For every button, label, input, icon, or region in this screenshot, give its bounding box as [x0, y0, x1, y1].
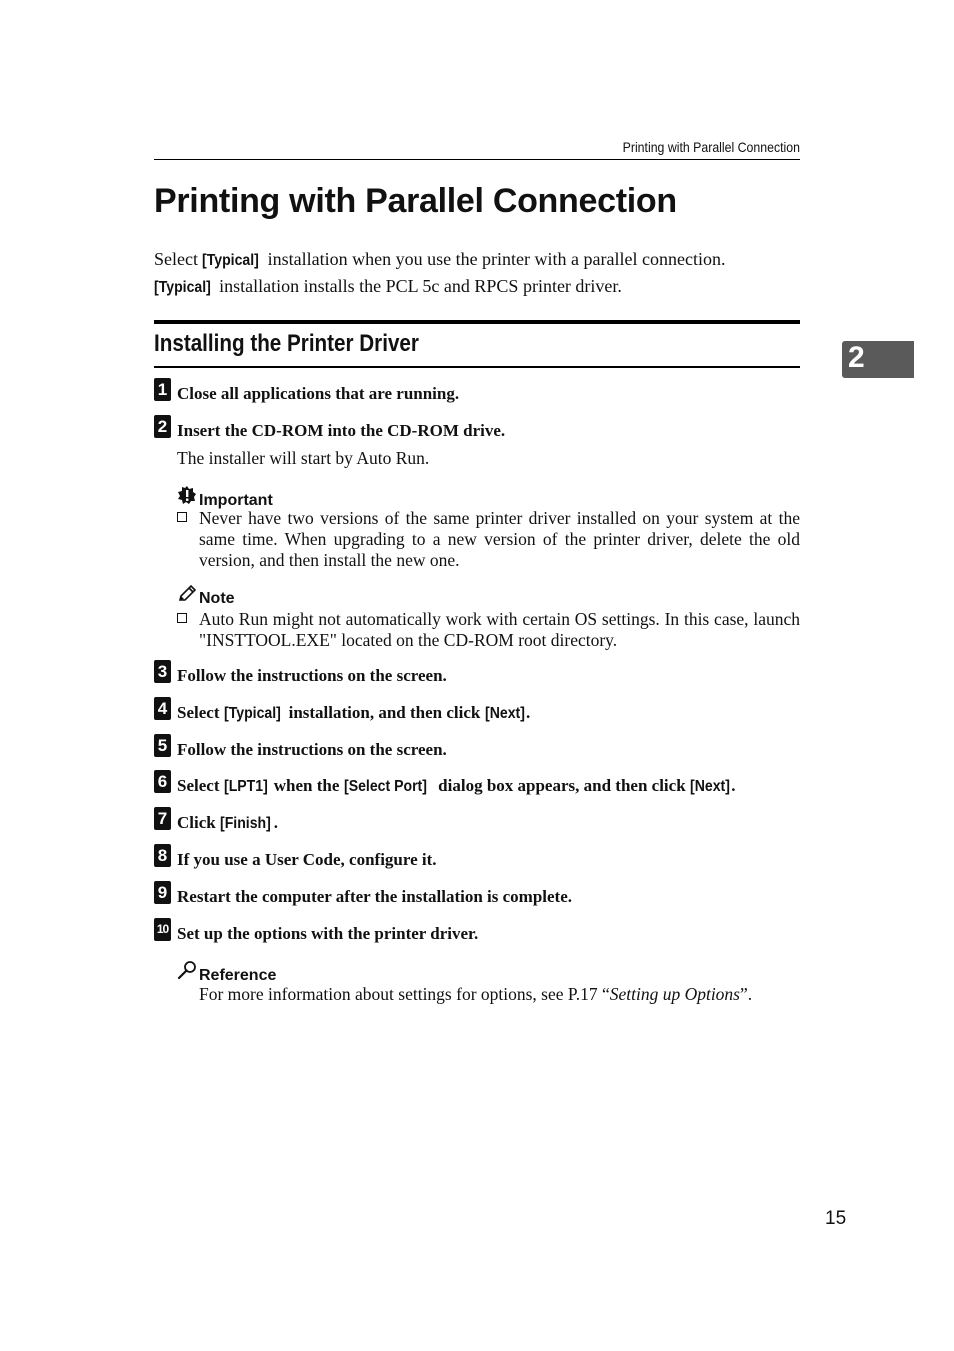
- step-text: .: [525, 703, 531, 722]
- lpt1-keyword: [LPT1]: [223, 778, 268, 795]
- step-1-text: Close all applications that are running.: [177, 384, 460, 403]
- header-rule: [154, 159, 800, 160]
- intro-text: installation when you use the printer with a parallel connection.: [263, 249, 726, 269]
- important-text: Never have two versions of the same printer driver installed on your system at the same time. When upgrading to a new version of the printer driver, delete the old version, and then install the new one.: [199, 508, 800, 570]
- intro-line-2: [154, 276, 622, 297]
- intro-line-1: [154, 249, 725, 270]
- intro-text: installation installs the PCL 5c and RPCS printer driver.: [214, 276, 622, 296]
- step-number-9: 9: [154, 881, 171, 904]
- section-title: Installing the Printer Driver: [154, 330, 419, 357]
- step-number-3: 3: [154, 660, 171, 683]
- step-number-7: 7: [154, 807, 171, 830]
- important-label: Important: [199, 492, 273, 509]
- chapter-number: 2: [848, 341, 865, 374]
- reference-label: Reference: [199, 967, 277, 984]
- step-2-subtext: The installer will start by Auto Run.: [177, 448, 430, 468]
- step-number-1: 1: [154, 378, 171, 401]
- reference-heading: [177, 960, 276, 985]
- running-header: Printing with Parallel Connection: [622, 139, 800, 155]
- magnifier-icon: [177, 960, 199, 985]
- step-7-text: [177, 813, 278, 833]
- step-text: when the: [269, 776, 344, 795]
- reference-text-post: ”.: [740, 984, 753, 1004]
- step-text: Select: [177, 776, 224, 795]
- note-bullet: [177, 613, 187, 623]
- step-text: Select: [177, 703, 224, 722]
- step-number-6: 6: [154, 770, 171, 793]
- intro-text: Select: [154, 249, 203, 269]
- step-3-text: Follow the instructions on the screen.: [177, 666, 447, 685]
- finish-keyword: [Finish]: [219, 815, 271, 832]
- step-10-text: Set up the options with the printer driver.: [177, 924, 479, 943]
- step-number-5: 5: [154, 734, 171, 757]
- step-text: dialog box appears, and then click: [433, 776, 690, 795]
- step-8-text: If you use a User Code, configure it.: [177, 850, 437, 869]
- step-text: installation, and then click: [284, 703, 485, 722]
- step-9-text: Restart the computer after the installation is complete.: [177, 887, 573, 906]
- reference-text-pre: For more information about settings for options, see P.17 “: [199, 984, 610, 1004]
- section-rule-top: [154, 320, 800, 324]
- important-bullet: [177, 512, 187, 522]
- step-number-10: 10: [154, 918, 171, 941]
- step-number-8: 8: [154, 844, 171, 867]
- select-port-keyword: [Select Port]: [343, 778, 427, 795]
- chapter-tab: [842, 341, 914, 378]
- note-label: Note: [199, 590, 235, 607]
- page-title: Printing with Parallel Connection: [154, 182, 677, 220]
- step-2-text: Insert the CD-ROM into the CD-ROM drive.: [177, 421, 506, 440]
- section-rule-bottom: [154, 366, 800, 368]
- step-4-text: [177, 703, 530, 723]
- step-5-text: Follow the instructions on the screen.: [177, 740, 447, 759]
- pencil-icon: [177, 585, 199, 608]
- note-heading: [177, 585, 235, 608]
- step-6-text: [177, 776, 736, 796]
- step-number-4: 4: [154, 697, 171, 720]
- next-keyword: [Next]: [689, 778, 730, 795]
- typical-keyword: [Typical]: [154, 279, 211, 296]
- step-text: .: [273, 813, 278, 832]
- step-text: Click: [177, 813, 220, 832]
- step-text: .: [731, 776, 736, 795]
- reference-link[interactable]: Setting up Options: [609, 984, 740, 1004]
- next-keyword: [Next]: [484, 705, 525, 722]
- page-number: 15: [825, 1208, 847, 1229]
- reference-text: [199, 984, 800, 1005]
- typical-keyword: [Typical]: [223, 705, 281, 722]
- step-number-2: 2: [154, 415, 171, 438]
- important-heading: [177, 485, 273, 510]
- important-icon: [177, 485, 199, 510]
- typical-keyword: [Typical]: [202, 252, 260, 269]
- note-text: Auto Run might not automatically work with certain OS settings. In this case, launch "INSTTOOL.EXE" located on the CD-ROM root directory.: [199, 609, 800, 650]
